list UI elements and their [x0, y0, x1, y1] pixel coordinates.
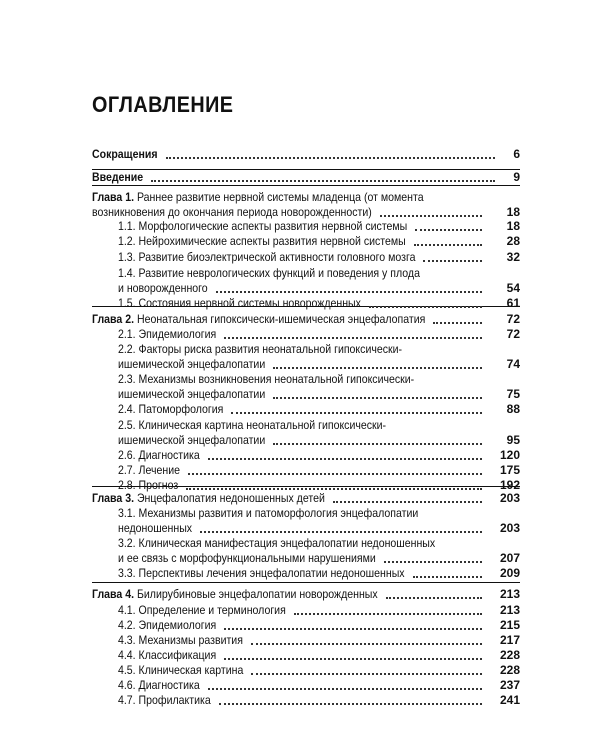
page-number: 18	[506, 219, 520, 233]
toc-entry-text	[92, 491, 325, 506]
entry-title: 2.7. Лечение	[118, 463, 180, 477]
toc-entry-text	[118, 633, 243, 648]
toc-entry-text	[118, 463, 180, 478]
chapter-title: Энцефалопатия недоношенных детей	[136, 491, 325, 505]
page-number: 213	[499, 603, 520, 617]
dot-leader	[216, 291, 482, 293]
dot-leader	[423, 260, 482, 262]
dot-leader	[219, 703, 482, 705]
chapter-label: Глава 2.	[92, 312, 135, 326]
entry-title-continued: ишемической энцефалопатии	[118, 357, 266, 371]
dot-leader	[384, 561, 482, 563]
entry-title: 4.1. Определение и терминология	[118, 603, 286, 617]
dot-leader	[186, 488, 482, 490]
dot-leader	[224, 337, 482, 339]
dot-leader	[224, 628, 482, 630]
entry-title: 2.3. Механизмы возникновения неонатальной гипоксически-	[118, 372, 415, 386]
entry-title: 1.2. Нейрохимические аспекты развития нервной системы	[118, 234, 406, 248]
toc-entry[interactable]	[118, 618, 520, 633]
dot-leader	[151, 180, 495, 182]
page-number: 175	[499, 463, 520, 477]
entry-title: 4.5. Клиническая картина	[118, 663, 244, 677]
dot-leader	[333, 501, 482, 503]
entry-title: 2.5. Клиническая картина неонатальной гипоксически-	[118, 418, 387, 432]
dot-leader	[294, 613, 482, 615]
dot-leader	[380, 215, 482, 217]
page-number: 120	[499, 448, 520, 462]
dot-leader	[413, 576, 482, 578]
entry-title: 1.5. Состояния нервной системы новорожденных	[118, 296, 361, 310]
toc-entry-text	[118, 506, 418, 521]
toc-entry[interactable]	[118, 648, 520, 663]
page-number: 28	[506, 234, 520, 248]
toc-entry-text	[92, 312, 425, 327]
entry-title: 3.2. Клиническая манифестация энцефалопатии недоношенных	[118, 536, 436, 550]
toc-entry-text	[118, 296, 361, 311]
chapter-label: Глава 1.	[92, 190, 135, 204]
toc-entry[interactable]	[118, 342, 520, 357]
dot-leader	[188, 473, 482, 475]
entry-title: 1.3. Развитие биоэлектрической активности головного мозга	[118, 250, 416, 264]
page-number: 192	[499, 478, 520, 492]
toc-entry-text	[118, 219, 407, 234]
divider	[92, 582, 520, 583]
toc-entry[interactable]	[118, 678, 520, 693]
chapter-title: Билирубиновые энцефалопатии новорожденных	[136, 587, 378, 601]
toc-entry[interactable]	[118, 566, 520, 581]
entry-title: 4.3. Механизмы развития	[118, 633, 243, 647]
toc-entry[interactable]	[118, 372, 520, 387]
entry-title: 2.4. Патоморфология	[118, 402, 224, 416]
toc-entry-text	[118, 266, 420, 281]
toc-entry[interactable]	[118, 463, 520, 478]
toc-entry-text	[118, 678, 200, 693]
toc-entry-text	[118, 342, 402, 357]
entry-title: 3.1. Механизмы развития и патоморфология энцефалопатии	[118, 506, 419, 520]
toc-entry[interactable]	[92, 312, 520, 327]
toc-entry[interactable]	[118, 633, 520, 648]
toc-entry[interactable]	[92, 190, 520, 205]
toc-entry[interactable]	[118, 603, 520, 618]
toc-entry-text	[118, 648, 216, 663]
entry-title: Сокращения	[92, 147, 158, 161]
entry-title: 2.2. Факторы риска развития неонатальной гипоксически-	[118, 342, 403, 356]
toc-entry-text	[118, 566, 405, 581]
page-number: 217	[499, 633, 520, 647]
toc-entry[interactable]	[118, 266, 520, 281]
page-number: 207	[499, 551, 520, 565]
toc-entry-text	[92, 170, 143, 185]
toc-entry-text	[118, 234, 406, 249]
page-number: 18	[506, 205, 520, 219]
page-number: 228	[499, 648, 520, 662]
page-number: 209	[499, 566, 520, 580]
toc-entry-text	[118, 536, 435, 551]
page-number: 72	[506, 327, 520, 341]
page-number: 88	[506, 402, 520, 416]
dot-leader	[200, 531, 482, 533]
entry-title-continued: возникновения до окончания периода новорожденности)	[92, 205, 372, 219]
entry-title: 2.1. Эпидемиология	[118, 327, 217, 341]
entry-title: 2.8. Прогноз	[118, 478, 179, 492]
dot-leader	[224, 658, 482, 660]
dot-leader	[208, 688, 482, 690]
chapter-title: Раннее развитие нервной системы младенца (от момента	[136, 190, 424, 204]
toc-entry[interactable]	[118, 506, 520, 521]
toc-entry[interactable]	[118, 418, 520, 433]
entry-title: Введение	[92, 170, 144, 184]
page-number: 72	[506, 312, 520, 326]
chapter-label: Глава 3.	[92, 491, 135, 505]
divider	[92, 185, 520, 186]
page-number: 61	[506, 296, 520, 310]
dot-leader	[414, 244, 482, 246]
page-number: 54	[506, 281, 520, 295]
page-number: 213	[499, 587, 520, 601]
toc-entry-text	[118, 663, 243, 678]
page-number: 203	[499, 521, 520, 535]
page-number: 95	[506, 433, 520, 447]
entry-title: 4.6. Диагностика	[118, 678, 200, 692]
toc-entry[interactable]	[92, 587, 520, 602]
dot-leader	[251, 673, 482, 675]
toc-entry[interactable]	[92, 170, 520, 185]
dot-leader	[386, 597, 482, 599]
toc-entry-text	[118, 418, 386, 433]
toc-entry-text	[118, 448, 200, 463]
entry-title: 2.6. Диагностика	[118, 448, 200, 462]
page-number: 74	[506, 357, 520, 371]
toc-entry[interactable]	[118, 219, 520, 234]
dot-leader	[166, 157, 495, 159]
toc-entry-text	[118, 372, 414, 387]
page-number: 75	[506, 387, 520, 401]
toc-entry-text	[92, 190, 424, 205]
entry-title-continued: ишемической энцефалопатии	[118, 433, 266, 447]
dot-leader	[208, 458, 482, 460]
entry-title-continued: ишемической энцефалопатии	[118, 387, 266, 401]
toc-entry[interactable]	[92, 147, 520, 162]
chapter-title: Неонатальная гипоксически-ишемическая энцефалопатия	[136, 312, 426, 326]
page-number: 32	[506, 250, 520, 264]
toc-entry[interactable]	[118, 536, 520, 551]
entry-title-continued: и новорожденного	[118, 281, 208, 295]
dot-leader	[369, 306, 482, 308]
dot-leader	[273, 397, 482, 399]
toc-entry-text	[118, 327, 216, 342]
entry-title: 3.3. Перспективы лечения энцефалопатии недоношенных	[118, 566, 405, 580]
toc-entry[interactable]	[118, 693, 520, 708]
entry-title: 4.2. Эпидемиология	[118, 618, 217, 632]
dot-leader	[231, 412, 482, 414]
page-number: 9	[513, 170, 520, 184]
toc-entry-text	[118, 618, 216, 633]
toc-entry-text	[92, 147, 158, 162]
chapter-label: Глава 4.	[92, 587, 135, 601]
page-title: ОГЛАВЛЕНИЕ	[92, 92, 234, 117]
page-number: 203	[499, 491, 520, 505]
toc-entry-text	[118, 693, 211, 708]
dot-leader	[415, 229, 482, 231]
toc-entry[interactable]	[118, 296, 520, 311]
toc-entry-text	[118, 603, 286, 618]
entry-title-continued: недоношенных	[118, 521, 193, 535]
page-number: 6	[513, 147, 520, 161]
toc-entry[interactable]	[118, 448, 520, 463]
toc-entry[interactable]	[118, 250, 520, 265]
toc-entry[interactable]	[92, 491, 520, 506]
toc-entry-text	[118, 402, 223, 417]
toc-entry[interactable]	[118, 663, 520, 678]
dot-leader	[273, 443, 482, 445]
toc-entry[interactable]	[118, 402, 520, 417]
toc-entry-text	[92, 587, 378, 602]
entry-title-continued: и ее связь с морфофункциональными нарушениями	[118, 551, 376, 565]
dot-leader	[251, 643, 482, 645]
page-number: 241	[499, 693, 520, 707]
entry-title: 4.4. Классификация	[118, 648, 217, 662]
toc-entry[interactable]	[118, 234, 520, 249]
toc-entry-text	[118, 250, 415, 265]
entry-title: 4.7. Профилактика	[118, 693, 211, 707]
page-number: 228	[499, 663, 520, 677]
toc-entry[interactable]	[118, 327, 520, 342]
entry-title: 1.1. Морфологические аспекты развития нервной системы	[118, 219, 408, 233]
entry-title: 1.4. Развитие неврологических функций и поведения у плода	[118, 266, 420, 280]
dot-leader	[433, 322, 482, 324]
page-number: 215	[499, 618, 520, 632]
dot-leader	[273, 367, 482, 369]
page-number: 237	[499, 678, 520, 692]
